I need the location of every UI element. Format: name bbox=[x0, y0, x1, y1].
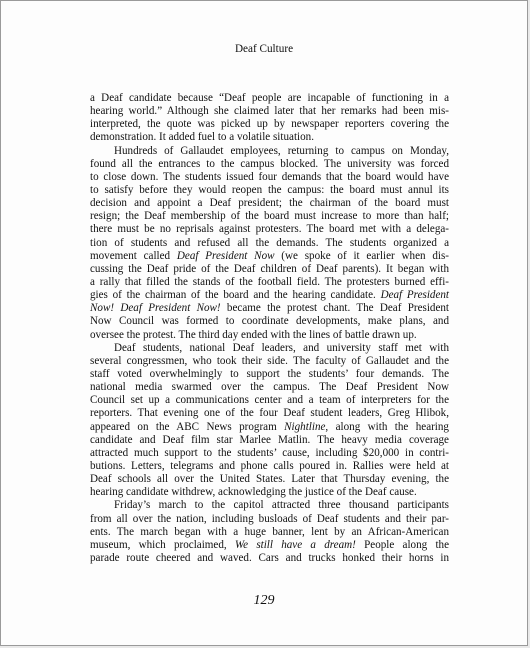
text-line: interpreted, the quote was picked up by newspaper reporters covering the bbox=[90, 118, 449, 131]
body-text bbox=[90, 92, 449, 565]
running-head: Deaf Culture bbox=[234, 43, 294, 55]
text-line bbox=[90, 302, 449, 315]
text-line: tion of students and refused all the demands. The students organized a bbox=[90, 236, 449, 249]
text-line: Now Council was formed to coordinate developments, make plans, and bbox=[90, 315, 449, 328]
italic-text: Now! Deaf President Now! bbox=[90, 302, 221, 315]
text-run: gies of the chairman of the board and the hearing candidate. bbox=[90, 289, 381, 302]
text-line: national media swarmed over the campus. The Deaf President Now bbox=[90, 381, 449, 394]
text-line: butions. Letters, telegrams and phone calls poured in. Rallies were held at bbox=[90, 459, 449, 472]
italic-text: Nightline bbox=[284, 420, 326, 433]
text-line: Deaf schools all over the United States. Later that Thursday evening, the bbox=[90, 473, 449, 486]
text-run: appeared on the ABC News program bbox=[90, 420, 285, 433]
text-line bbox=[90, 250, 449, 263]
text-run: movement called bbox=[90, 249, 177, 262]
text-line: candidate and Deaf film star Marlee Matlin. The heavy media coverage bbox=[90, 433, 449, 446]
text-line: Hundreds of Gallaudet employees, returning to campus on Monday, bbox=[114, 144, 449, 157]
text-line: decision and appoint a Deaf president; the chairman of the board must bbox=[90, 197, 449, 210]
italic-text: Deaf President Now bbox=[176, 249, 275, 262]
text-line: to close down. The students issued four demands that the board would have bbox=[90, 170, 449, 183]
text-line: demonstration. It added fuel to a volatile situation. bbox=[90, 131, 314, 144]
text-line: parade route cheered and waved. Cars and trucks honked their horns in bbox=[90, 551, 449, 564]
text-line bbox=[90, 539, 449, 552]
text-line: a Deaf candidate because “Deaf people are incapable of functioning in a bbox=[90, 92, 449, 104]
text-line: Friday’s march to the capitol attracted three thousand participants bbox=[114, 499, 449, 512]
text-line: from all over the nation, including busloads of Deaf students and their par- bbox=[90, 512, 449, 525]
italic-text: We still have a dream! bbox=[234, 538, 356, 551]
text-line: reporters. That evening one of the four Deaf student leaders, Greg Hlibok, bbox=[90, 407, 449, 420]
text-run: People along the bbox=[355, 538, 449, 551]
text-line: hearing candidate withdrew, acknowledging the justice of the Deaf cause. bbox=[90, 486, 417, 499]
text-line: Council set up a communications center and a team of interpreters for the bbox=[90, 394, 449, 407]
text-line: attracted much support to the students’ cause, including $20,000 in contri- bbox=[90, 446, 449, 459]
text-line: found all the entrances to the campus blocked. The university was forced bbox=[90, 157, 449, 170]
text-line: staff voted overwhelmingly to support the students’ four demands. The bbox=[90, 367, 449, 380]
text-run: became the protest chant. The Deaf President bbox=[220, 302, 450, 315]
text-line: to satisfy before they would reopen the campus: the board must annul its bbox=[90, 183, 449, 196]
text-line: ents. The march began with a huge banner, lent by an African-American bbox=[90, 525, 449, 538]
text-line: oversee the protest. The third day ended with the lines of battle drawn up. bbox=[90, 328, 417, 341]
text-line: Deaf students, national Deaf leaders, and university staff met with bbox=[114, 341, 449, 354]
text-run: museum, which proclaimed, bbox=[90, 538, 235, 551]
text-run: (we spoke of it earlier when dis- bbox=[274, 249, 450, 262]
page-number: 129 bbox=[253, 593, 275, 608]
text-line: hearing world.” Although she claimed later that her remarks had been mis- bbox=[90, 105, 449, 118]
text-line: resign; the Deaf membership of the board must increase to more than half; bbox=[90, 210, 449, 223]
text-line bbox=[90, 421, 449, 434]
text-line: a rally that filled the stands of the football field. The protesters burned effi- bbox=[90, 275, 449, 288]
text-line: several congressmen, who took their side. The faculty of Gallaudet and the bbox=[90, 354, 449, 367]
text-run: , along with the hearing bbox=[325, 420, 449, 433]
text-line bbox=[90, 289, 449, 302]
italic-text: Deaf President bbox=[380, 289, 450, 302]
text-line: there must be no reprisals against protesters. The board met with a delega- bbox=[90, 223, 449, 236]
text-line: cussing the Deaf pride of the Deaf children of Deaf parents). It began with bbox=[90, 262, 449, 275]
